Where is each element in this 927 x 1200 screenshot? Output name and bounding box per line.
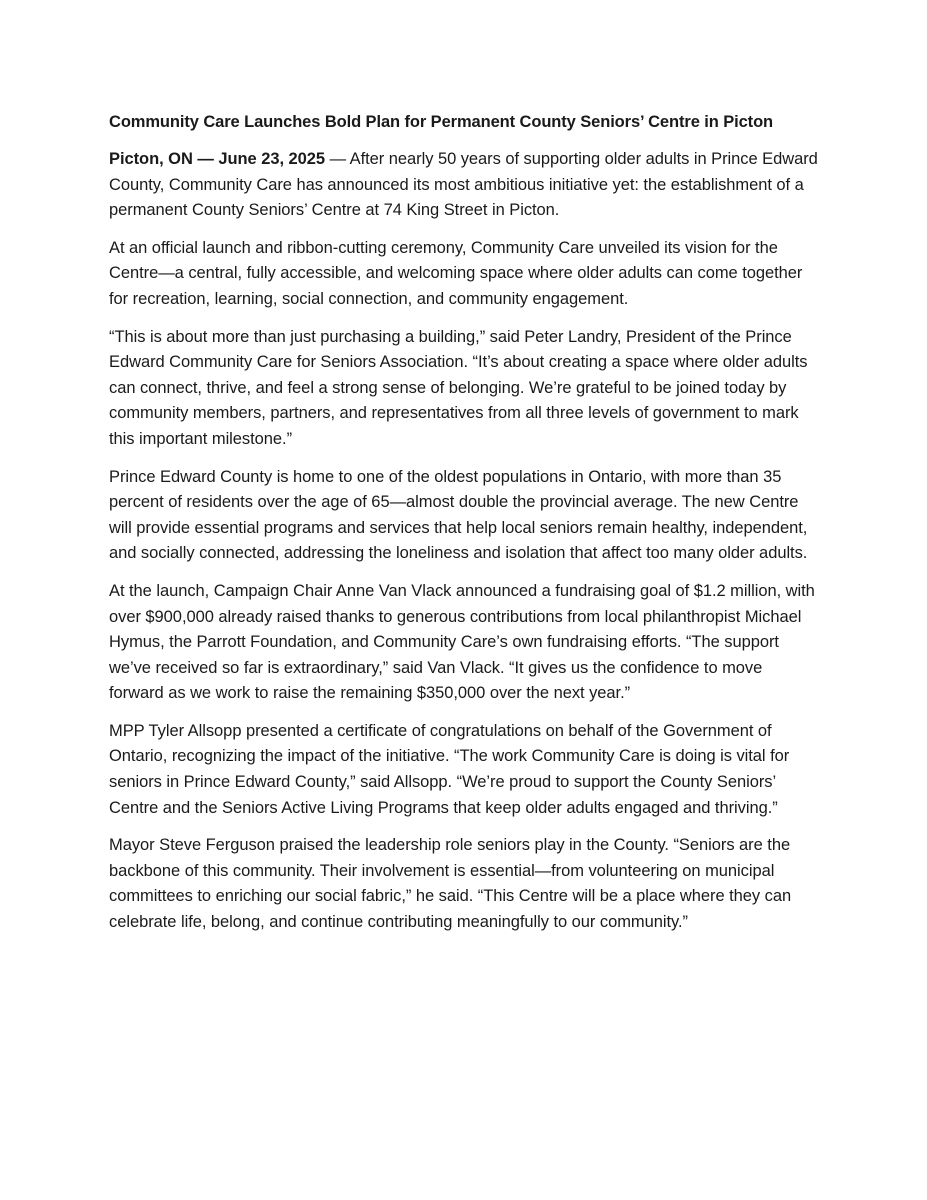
press-release bbox=[109, 110, 821, 948]
paragraph-intro bbox=[109, 147, 821, 224]
paragraph-launch: At an official launch and ribbon-cutting ceremony, Community Care unveiled its vision for the Centre—a central, fully accessible, and welcoming space where older adults can come together for recreation, learning, social connection, and community engagement. bbox=[109, 238, 803, 308]
paragraph-fundraising: At the launch, Campaign Chair Anne Van Vlack announced a fundraising goal of $1.2 million, with over $900,000 already raised thanks to generous contributions from local philanthropist Michael Hymus, the Parrott Foundation, and Community Care’s own fundraising efforts. “The support we’ve received so far is extraordinary,” said Van Vlack. “It gives us the confidence to move forward as we work to raise the remaining $350,000 over the next year.” bbox=[109, 581, 815, 703]
intro-text: — After nearly 50 years of supporting older adults in Prince Edward County, Community Care has announced its most ambitious initiative yet: the establishment of a permanent County Seniors’ Centre at 74 King Street in Picton. bbox=[109, 150, 818, 220]
headline: Community Care Launches Bold Plan for Permanent County Seniors’ Centre in Picton bbox=[109, 113, 774, 131]
paragraph-population: Prince Edward County is home to one of the oldest populations in Ontario, with more than 35 percent of residents over the age of 65—almost double the provincial average. The new Centre will provide essential programs and services that help local seniors remain healthy, independent, and socially connected, addressing the loneliness and isolation that affect too many older adults. bbox=[109, 467, 808, 563]
paragraph-ferguson: Mayor Steve Ferguson praised the leadership role seniors play in the County. “Seniors are the backbone of this community. Their involvement is essential—from volunteering on municipal committees to enriching our social fabric,” he said. “This Centre will be a place where they can celebrate life, belong, and continue contributing meaningfully to our community.” bbox=[109, 836, 792, 932]
paragraph-allsopp: MPP Tyler Allsopp presented a certificate of congratulations on behalf of the Government of Ontario, recognizing the impact of the initiative. “The work Community Care is doing is vital for seniors in Prince Edward County,” said Allsopp. “We’re proud to support the County Seniors’ Centre and the Seniors Active Living Programs that keep older adults engaged and thriving.” bbox=[109, 721, 790, 817]
dateline: Picton, ON — June 23, 2025 bbox=[109, 150, 326, 168]
paragraph-landry-quote: “This is about more than just purchasing a building,” said Peter Landry, President of the Prince Edward Community Care for Seniors Association. “It’s about creating a space where older adults can connect, thrive, and feel a strong sense of belonging. We’re grateful to be joined today by community members, partners, and representatives from all three levels of government to mark this important milestone.” bbox=[109, 327, 808, 448]
